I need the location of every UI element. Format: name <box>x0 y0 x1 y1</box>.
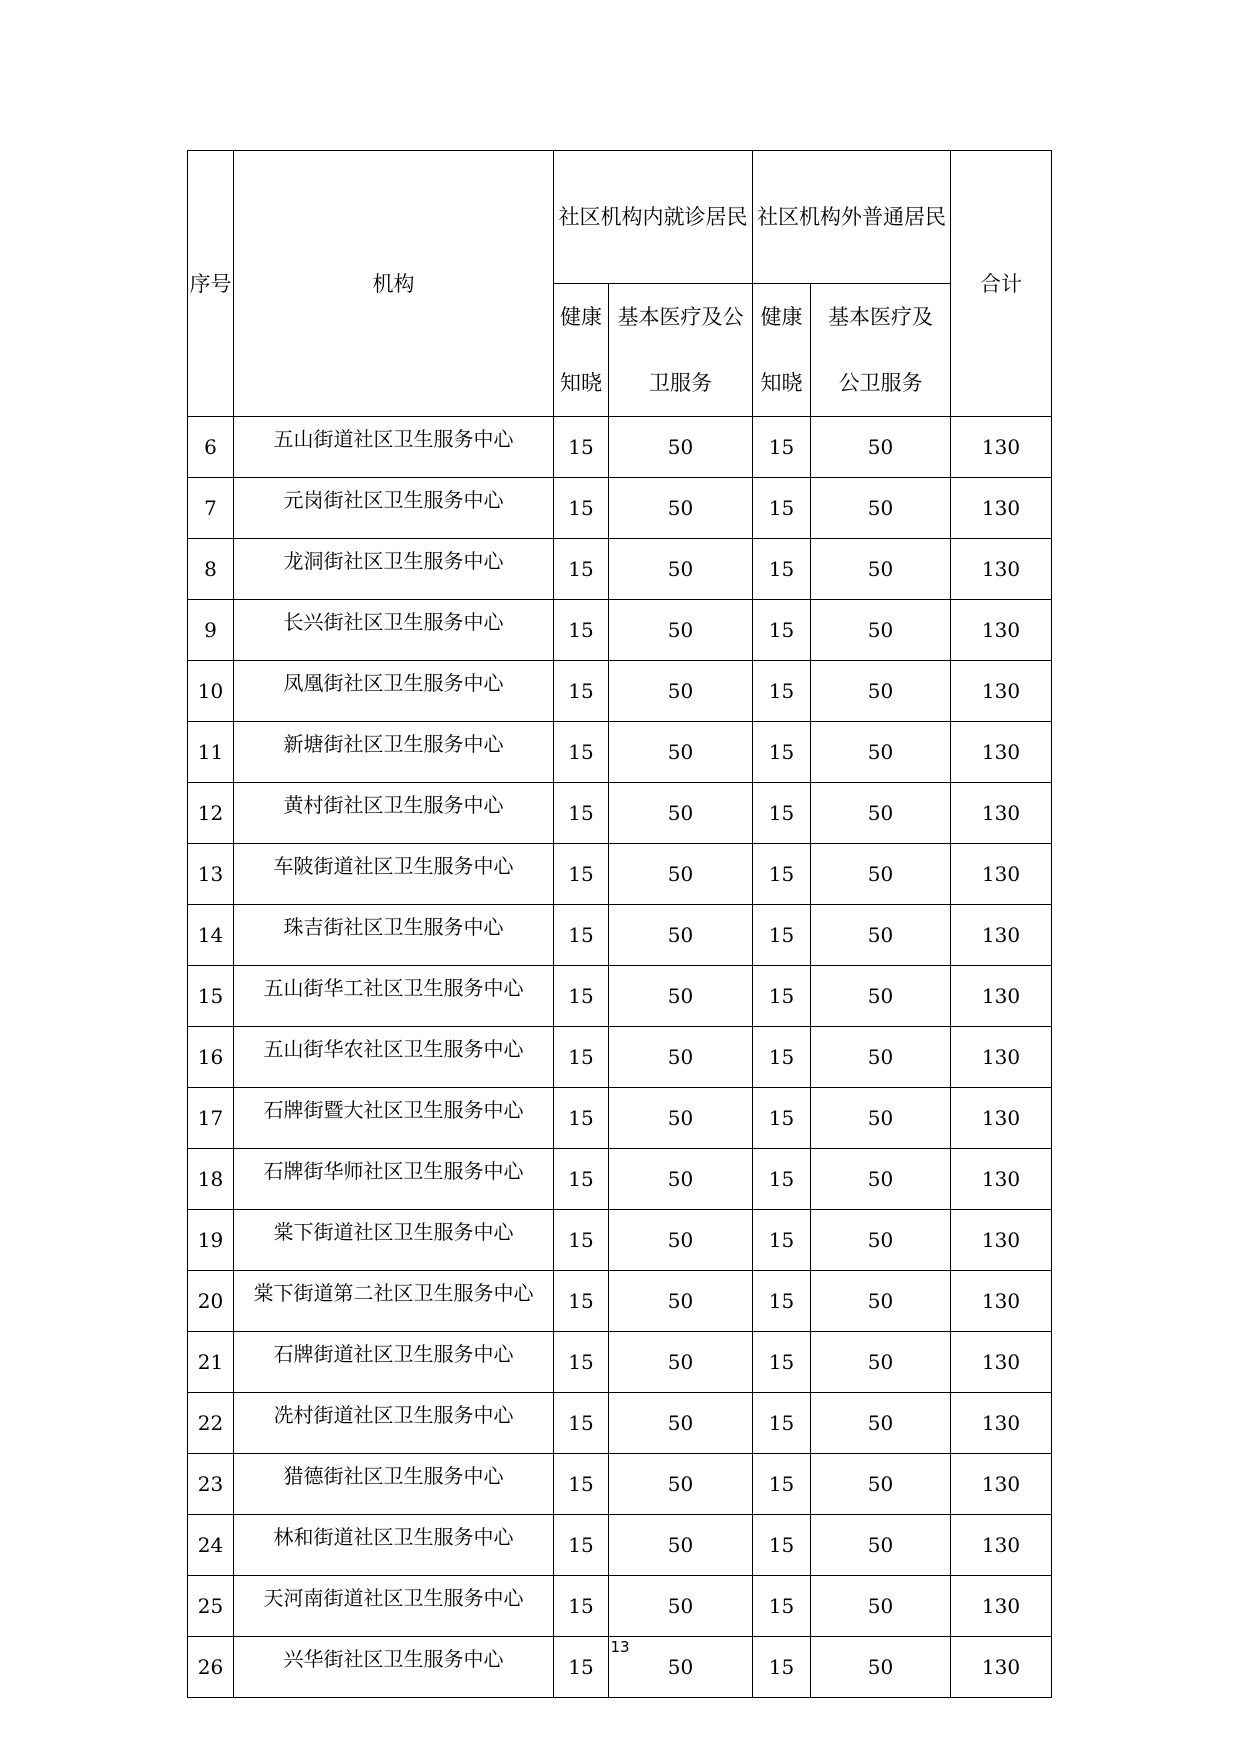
cell-basic-in: 50 <box>609 1088 753 1149</box>
table-row <box>188 844 1052 905</box>
cell-health-in: 15 <box>554 539 609 600</box>
cell-seq: 24 <box>188 1515 234 1576</box>
cell-basic-out: 50 <box>811 1515 951 1576</box>
cell-total: 130 <box>951 661 1052 722</box>
table-row <box>188 783 1052 844</box>
table-row <box>188 661 1052 722</box>
cell-basic-out: 50 <box>811 722 951 783</box>
cell-total: 130 <box>951 1332 1052 1393</box>
cell-health-in: 15 <box>554 417 609 478</box>
cell-health-out: 15 <box>753 1454 811 1515</box>
cell-seq: 11 <box>188 722 234 783</box>
cell-basic-in: 50 <box>609 722 753 783</box>
cell-total: 130 <box>951 1515 1052 1576</box>
table-row <box>188 1332 1052 1393</box>
cell-seq: 15 <box>188 966 234 1027</box>
cell-health-out: 15 <box>753 417 811 478</box>
cell-total: 130 <box>951 844 1052 905</box>
cell-seq: 9 <box>188 600 234 661</box>
header-health-out: 健康知晓 <box>753 284 811 417</box>
cell-health-in: 15 <box>554 478 609 539</box>
cell-basic-in: 50 <box>609 1393 753 1454</box>
cell-health-out: 15 <box>753 1027 811 1088</box>
table-container <box>187 150 1052 1698</box>
table-row <box>188 539 1052 600</box>
table-row <box>188 722 1052 783</box>
header-row-1 <box>188 151 1052 284</box>
cell-total: 130 <box>951 478 1052 539</box>
cell-basic-out: 50 <box>811 600 951 661</box>
cell-basic-out: 50 <box>811 661 951 722</box>
cell-org: 棠下街道第二社区卫生服务中心 <box>234 1271 554 1332</box>
cell-basic-in: 50 <box>609 539 753 600</box>
cell-basic-out: 50 <box>811 1271 951 1332</box>
cell-health-out: 15 <box>753 1149 811 1210</box>
cell-health-in: 15 <box>554 600 609 661</box>
cell-basic-in: 50 <box>609 478 753 539</box>
cell-total: 130 <box>951 1576 1052 1637</box>
cell-health-in: 15 <box>554 1149 609 1210</box>
cell-basic-in: 50 <box>609 1637 753 1698</box>
cell-seq: 22 <box>188 1393 234 1454</box>
cell-health-in: 15 <box>554 966 609 1027</box>
cell-org: 石牌街华师社区卫生服务中心 <box>234 1149 554 1210</box>
institution-score-table <box>187 150 1052 1698</box>
cell-basic-in: 50 <box>609 844 753 905</box>
table-row <box>188 1515 1052 1576</box>
cell-seq: 10 <box>188 661 234 722</box>
cell-total: 130 <box>951 1027 1052 1088</box>
cell-seq: 17 <box>188 1088 234 1149</box>
cell-health-out: 15 <box>753 1637 811 1698</box>
cell-basic-in: 50 <box>609 783 753 844</box>
cell-health-in: 15 <box>554 1088 609 1149</box>
cell-health-out: 15 <box>753 1393 811 1454</box>
cell-seq: 13 <box>188 844 234 905</box>
table-row <box>188 1149 1052 1210</box>
cell-health-in: 15 <box>554 783 609 844</box>
header-group-in: 社区机构内就诊居民 <box>554 151 753 284</box>
cell-basic-out: 50 <box>811 1210 951 1271</box>
cell-org: 天河南街道社区卫生服务中心 <box>234 1576 554 1637</box>
cell-org: 新塘街社区卫生服务中心 <box>234 722 554 783</box>
header-health-in: 健康知晓 <box>554 284 609 417</box>
cell-basic-out: 50 <box>811 539 951 600</box>
table-header <box>188 151 1052 417</box>
cell-basic-in: 50 <box>609 661 753 722</box>
table-row <box>188 1210 1052 1271</box>
cell-health-in: 15 <box>554 1332 609 1393</box>
table-row <box>188 1271 1052 1332</box>
cell-health-out: 15 <box>753 539 811 600</box>
cell-health-in: 15 <box>554 1210 609 1271</box>
cell-basic-out: 50 <box>811 417 951 478</box>
cell-basic-in: 50 <box>609 1210 753 1271</box>
cell-total: 130 <box>951 417 1052 478</box>
cell-basic-out: 50 <box>811 783 951 844</box>
cell-seq: 20 <box>188 1271 234 1332</box>
cell-basic-out: 50 <box>811 1576 951 1637</box>
cell-org: 棠下街道社区卫生服务中心 <box>234 1210 554 1271</box>
cell-health-out: 15 <box>753 1332 811 1393</box>
table-row <box>188 1576 1052 1637</box>
cell-health-in: 15 <box>554 1271 609 1332</box>
cell-health-in: 15 <box>554 1454 609 1515</box>
cell-org: 长兴街社区卫生服务中心 <box>234 600 554 661</box>
cell-org: 猎德街社区卫生服务中心 <box>234 1454 554 1515</box>
cell-basic-out: 50 <box>811 844 951 905</box>
cell-total: 130 <box>951 1210 1052 1271</box>
cell-total: 130 <box>951 600 1052 661</box>
cell-basic-in: 50 <box>609 417 753 478</box>
table-row <box>188 1027 1052 1088</box>
cell-seq: 6 <box>188 417 234 478</box>
cell-seq: 25 <box>188 1576 234 1637</box>
cell-health-in: 15 <box>554 1393 609 1454</box>
cell-org: 珠吉街社区卫生服务中心 <box>234 905 554 966</box>
cell-health-out: 15 <box>753 1576 811 1637</box>
header-seq: 序号 <box>188 151 234 417</box>
cell-basic-out: 50 <box>811 905 951 966</box>
cell-health-out: 15 <box>753 966 811 1027</box>
cell-health-in: 15 <box>554 1515 609 1576</box>
header-basic-in: 基本医疗及公卫服务 <box>609 284 753 417</box>
table-row <box>188 905 1052 966</box>
header-total: 合计 <box>951 151 1052 417</box>
cell-basic-out: 50 <box>811 478 951 539</box>
cell-org: 兴华街社区卫生服务中心 <box>234 1637 554 1698</box>
table-row <box>188 478 1052 539</box>
table-row <box>188 1088 1052 1149</box>
cell-basic-in: 50 <box>609 1027 753 1088</box>
cell-total: 130 <box>951 539 1052 600</box>
cell-org: 龙洞街社区卫生服务中心 <box>234 539 554 600</box>
cell-basic-out: 50 <box>811 1149 951 1210</box>
cell-basic-in: 50 <box>609 1454 753 1515</box>
cell-health-out: 15 <box>753 1088 811 1149</box>
cell-org: 冼村街道社区卫生服务中心 <box>234 1393 554 1454</box>
cell-health-in: 15 <box>554 905 609 966</box>
cell-total: 130 <box>951 783 1052 844</box>
header-org: 机构 <box>234 151 554 417</box>
cell-basic-out: 50 <box>811 1393 951 1454</box>
cell-health-out: 15 <box>753 844 811 905</box>
cell-org: 元岗街社区卫生服务中心 <box>234 478 554 539</box>
cell-total: 130 <box>951 722 1052 783</box>
table-row <box>188 1393 1052 1454</box>
cell-health-out: 15 <box>753 783 811 844</box>
cell-health-out: 15 <box>753 1271 811 1332</box>
cell-basic-in: 50 <box>609 1515 753 1576</box>
cell-basic-out: 50 <box>811 1332 951 1393</box>
cell-basic-in: 50 <box>609 905 753 966</box>
cell-total: 130 <box>951 1271 1052 1332</box>
header-group-out: 社区机构外普通居民 <box>753 151 951 284</box>
cell-org: 石牌街暨大社区卫生服务中心 <box>234 1088 554 1149</box>
cell-basic-in: 50 <box>609 1271 753 1332</box>
cell-total: 130 <box>951 1088 1052 1149</box>
cell-health-out: 15 <box>753 1210 811 1271</box>
cell-seq: 8 <box>188 539 234 600</box>
cell-basic-out: 50 <box>811 1454 951 1515</box>
cell-health-in: 15 <box>554 722 609 783</box>
cell-total: 130 <box>951 905 1052 966</box>
cell-health-out: 15 <box>753 905 811 966</box>
cell-basic-in: 50 <box>609 1576 753 1637</box>
cell-basic-in: 50 <box>609 1149 753 1210</box>
cell-basic-out: 50 <box>811 1637 951 1698</box>
cell-seq: 23 <box>188 1454 234 1515</box>
cell-total: 130 <box>951 1149 1052 1210</box>
cell-seq: 16 <box>188 1027 234 1088</box>
cell-org: 五山街华农社区卫生服务中心 <box>234 1027 554 1088</box>
cell-health-in: 15 <box>554 844 609 905</box>
cell-total: 130 <box>951 966 1052 1027</box>
cell-health-out: 15 <box>753 661 811 722</box>
cell-health-out: 15 <box>753 600 811 661</box>
cell-health-out: 15 <box>753 478 811 539</box>
table-body <box>188 417 1052 1698</box>
cell-org: 林和街道社区卫生服务中心 <box>234 1515 554 1576</box>
cell-basic-out: 50 <box>811 966 951 1027</box>
table-row <box>188 1454 1052 1515</box>
cell-total: 130 <box>951 1393 1052 1454</box>
header-basic-out: 基本医疗及公卫服务 <box>811 284 951 417</box>
cell-basic-in: 50 <box>609 1332 753 1393</box>
cell-basic-out: 50 <box>811 1088 951 1149</box>
cell-org: 黄村街社区卫生服务中心 <box>234 783 554 844</box>
table-row <box>188 417 1052 478</box>
cell-basic-out: 50 <box>811 1027 951 1088</box>
cell-health-in: 15 <box>554 1027 609 1088</box>
cell-seq: 21 <box>188 1332 234 1393</box>
cell-health-in: 15 <box>554 1637 609 1698</box>
cell-total: 130 <box>951 1637 1052 1698</box>
cell-health-in: 15 <box>554 1576 609 1637</box>
cell-org: 五山街华工社区卫生服务中心 <box>234 966 554 1027</box>
cell-basic-in: 50 <box>609 966 753 1027</box>
cell-health-out: 15 <box>753 722 811 783</box>
cell-org: 车陂街道社区卫生服务中心 <box>234 844 554 905</box>
cell-seq: 7 <box>188 478 234 539</box>
cell-total: 130 <box>951 1454 1052 1515</box>
cell-org: 凤凰街社区卫生服务中心 <box>234 661 554 722</box>
cell-health-in: 15 <box>554 661 609 722</box>
cell-seq: 26 <box>188 1637 234 1698</box>
cell-health-out: 15 <box>753 1515 811 1576</box>
cell-org: 石牌街道社区卫生服务中心 <box>234 1332 554 1393</box>
cell-seq: 19 <box>188 1210 234 1271</box>
table-row <box>188 966 1052 1027</box>
cell-org: 五山街道社区卫生服务中心 <box>234 417 554 478</box>
cell-seq: 12 <box>188 783 234 844</box>
page-number: 13 <box>610 1638 630 1656</box>
table-row <box>188 600 1052 661</box>
cell-basic-in: 50 <box>609 600 753 661</box>
cell-seq: 18 <box>188 1149 234 1210</box>
cell-seq: 14 <box>188 905 234 966</box>
